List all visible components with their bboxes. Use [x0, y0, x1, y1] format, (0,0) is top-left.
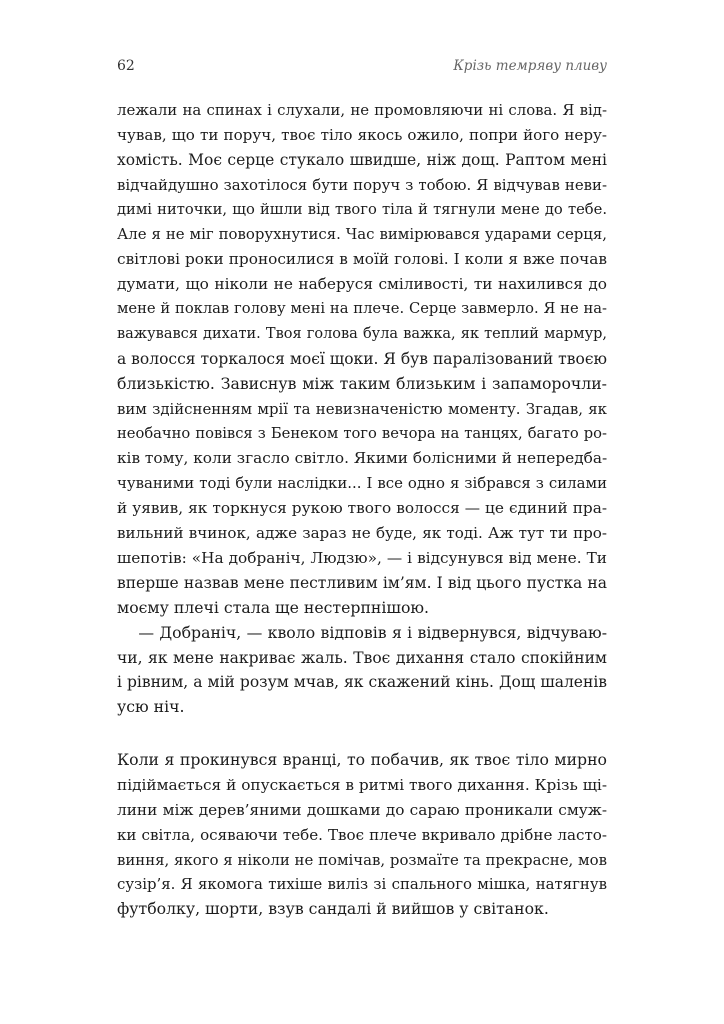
text-line: чуваними тоді були наслідки... І все одно я зібрався з силами: [117, 474, 607, 493]
text-line: лини між дерев’яними дошками до сараю проникали смуж-: [117, 800, 607, 819]
text-line: виння, якого я ніколи не помічав, розмаїте та прекрасне, мов: [117, 850, 607, 869]
text-line: Але я не міг поворухнутися. Час вимірювався ударами серця,: [117, 225, 607, 244]
paragraph-3: [117, 748, 607, 922]
text-line: вильний вчинок, адже зараз не буде, як тоді. Аж тут ти про-: [117, 524, 607, 543]
text-line: димі ниточки, що йшли від твого тіла й тягнули мене до тебе.: [117, 200, 607, 218]
text-line: чував, що ти поруч, твоє тіло якось ожило, попри його неру-: [117, 125, 607, 144]
text-line: і рівним, а мій розум мчав, як скажений кінь. Дощ шаленів: [117, 673, 607, 692]
page-header: [117, 58, 607, 80]
text-line: відчайдушно захотілося бути поруч з тобою. Я відчував неви-: [117, 175, 607, 194]
text-line: думати, що ніколи не наберуся сміливості, ти нахилився до: [117, 275, 607, 294]
text-line: світлові роки проносилися в моїй голові. І коли я вже почав: [117, 250, 607, 269]
text-line: ків тому, коли згасло світло. Якими болісними й непередба-: [117, 449, 607, 468]
text-line: Коли я прокинувся вранці, то побачив, як твоє тіло мирно: [117, 750, 607, 769]
text-line: хомість. Моє серце стукало швидше, ніж дощ. Раптом мені: [117, 150, 607, 169]
running-title: Крізь темряву пливу: [453, 58, 607, 74]
text-line: мене й поклав голову мені на плече. Серце завмерло. Я не на-: [117, 300, 607, 318]
main-text-block: [117, 98, 607, 720]
section-text-block: [117, 748, 607, 922]
paragraph-2: [117, 621, 607, 721]
text-line: моєму плечі стала ще нестерпнішою.: [117, 597, 430, 617]
text-line: близькістю. Зависнув між таким близьким і запаморочли-: [117, 373, 607, 393]
text-line: лежали на спинах і слухали, не промовляючи ні слова. Я від-: [117, 101, 607, 119]
paragraph-1: [117, 98, 607, 621]
text-line: підіймається й опускається в ритмі твого дихання. Крізь щі-: [117, 775, 607, 794]
text-line: сузір’я. Я якомога тихіше виліз зі спального мішка, натягнув: [117, 875, 607, 894]
text-line: й уявив, як торкнуся рукою твого волосся — це єдиний пра-: [117, 499, 607, 518]
text-line: вперше назвав мене пестливим ім’ям. І від цього пустка на: [117, 573, 607, 592]
text-line: важувався дихати. Твоя голова була важка, як теплий мармур,: [117, 326, 607, 343]
page-number: 62: [117, 58, 135, 74]
text-line: вим здійсненням мрії та невизначеністю моменту. Згадав, як: [117, 399, 607, 418]
text-line: ки світла, осяваючи тебе. Твоє плече вкривало дрібне ласто-: [117, 825, 607, 844]
text-line: а волосся торкалося моєї щоки. Я був паралізований твоєю: [117, 349, 607, 368]
text-line: шепотів: «На добраніч, Людзю», — і відсунувся від мене. Ти: [117, 549, 607, 568]
text-line: футболку, шорти, взув сандалі й вийшов у світанок.: [117, 899, 549, 919]
text-line: усю ніч.: [117, 697, 185, 717]
text-line: необачно повівся з Бенеком того вечора на танцях, багато ро-: [117, 424, 607, 442]
text-line: — Добраніч, — кволо відповів я і відвернувся, відчуваю-: [117, 622, 607, 642]
text-line: чи, як мене накриває жаль. Твоє дихання стало спокійним: [117, 648, 607, 667]
